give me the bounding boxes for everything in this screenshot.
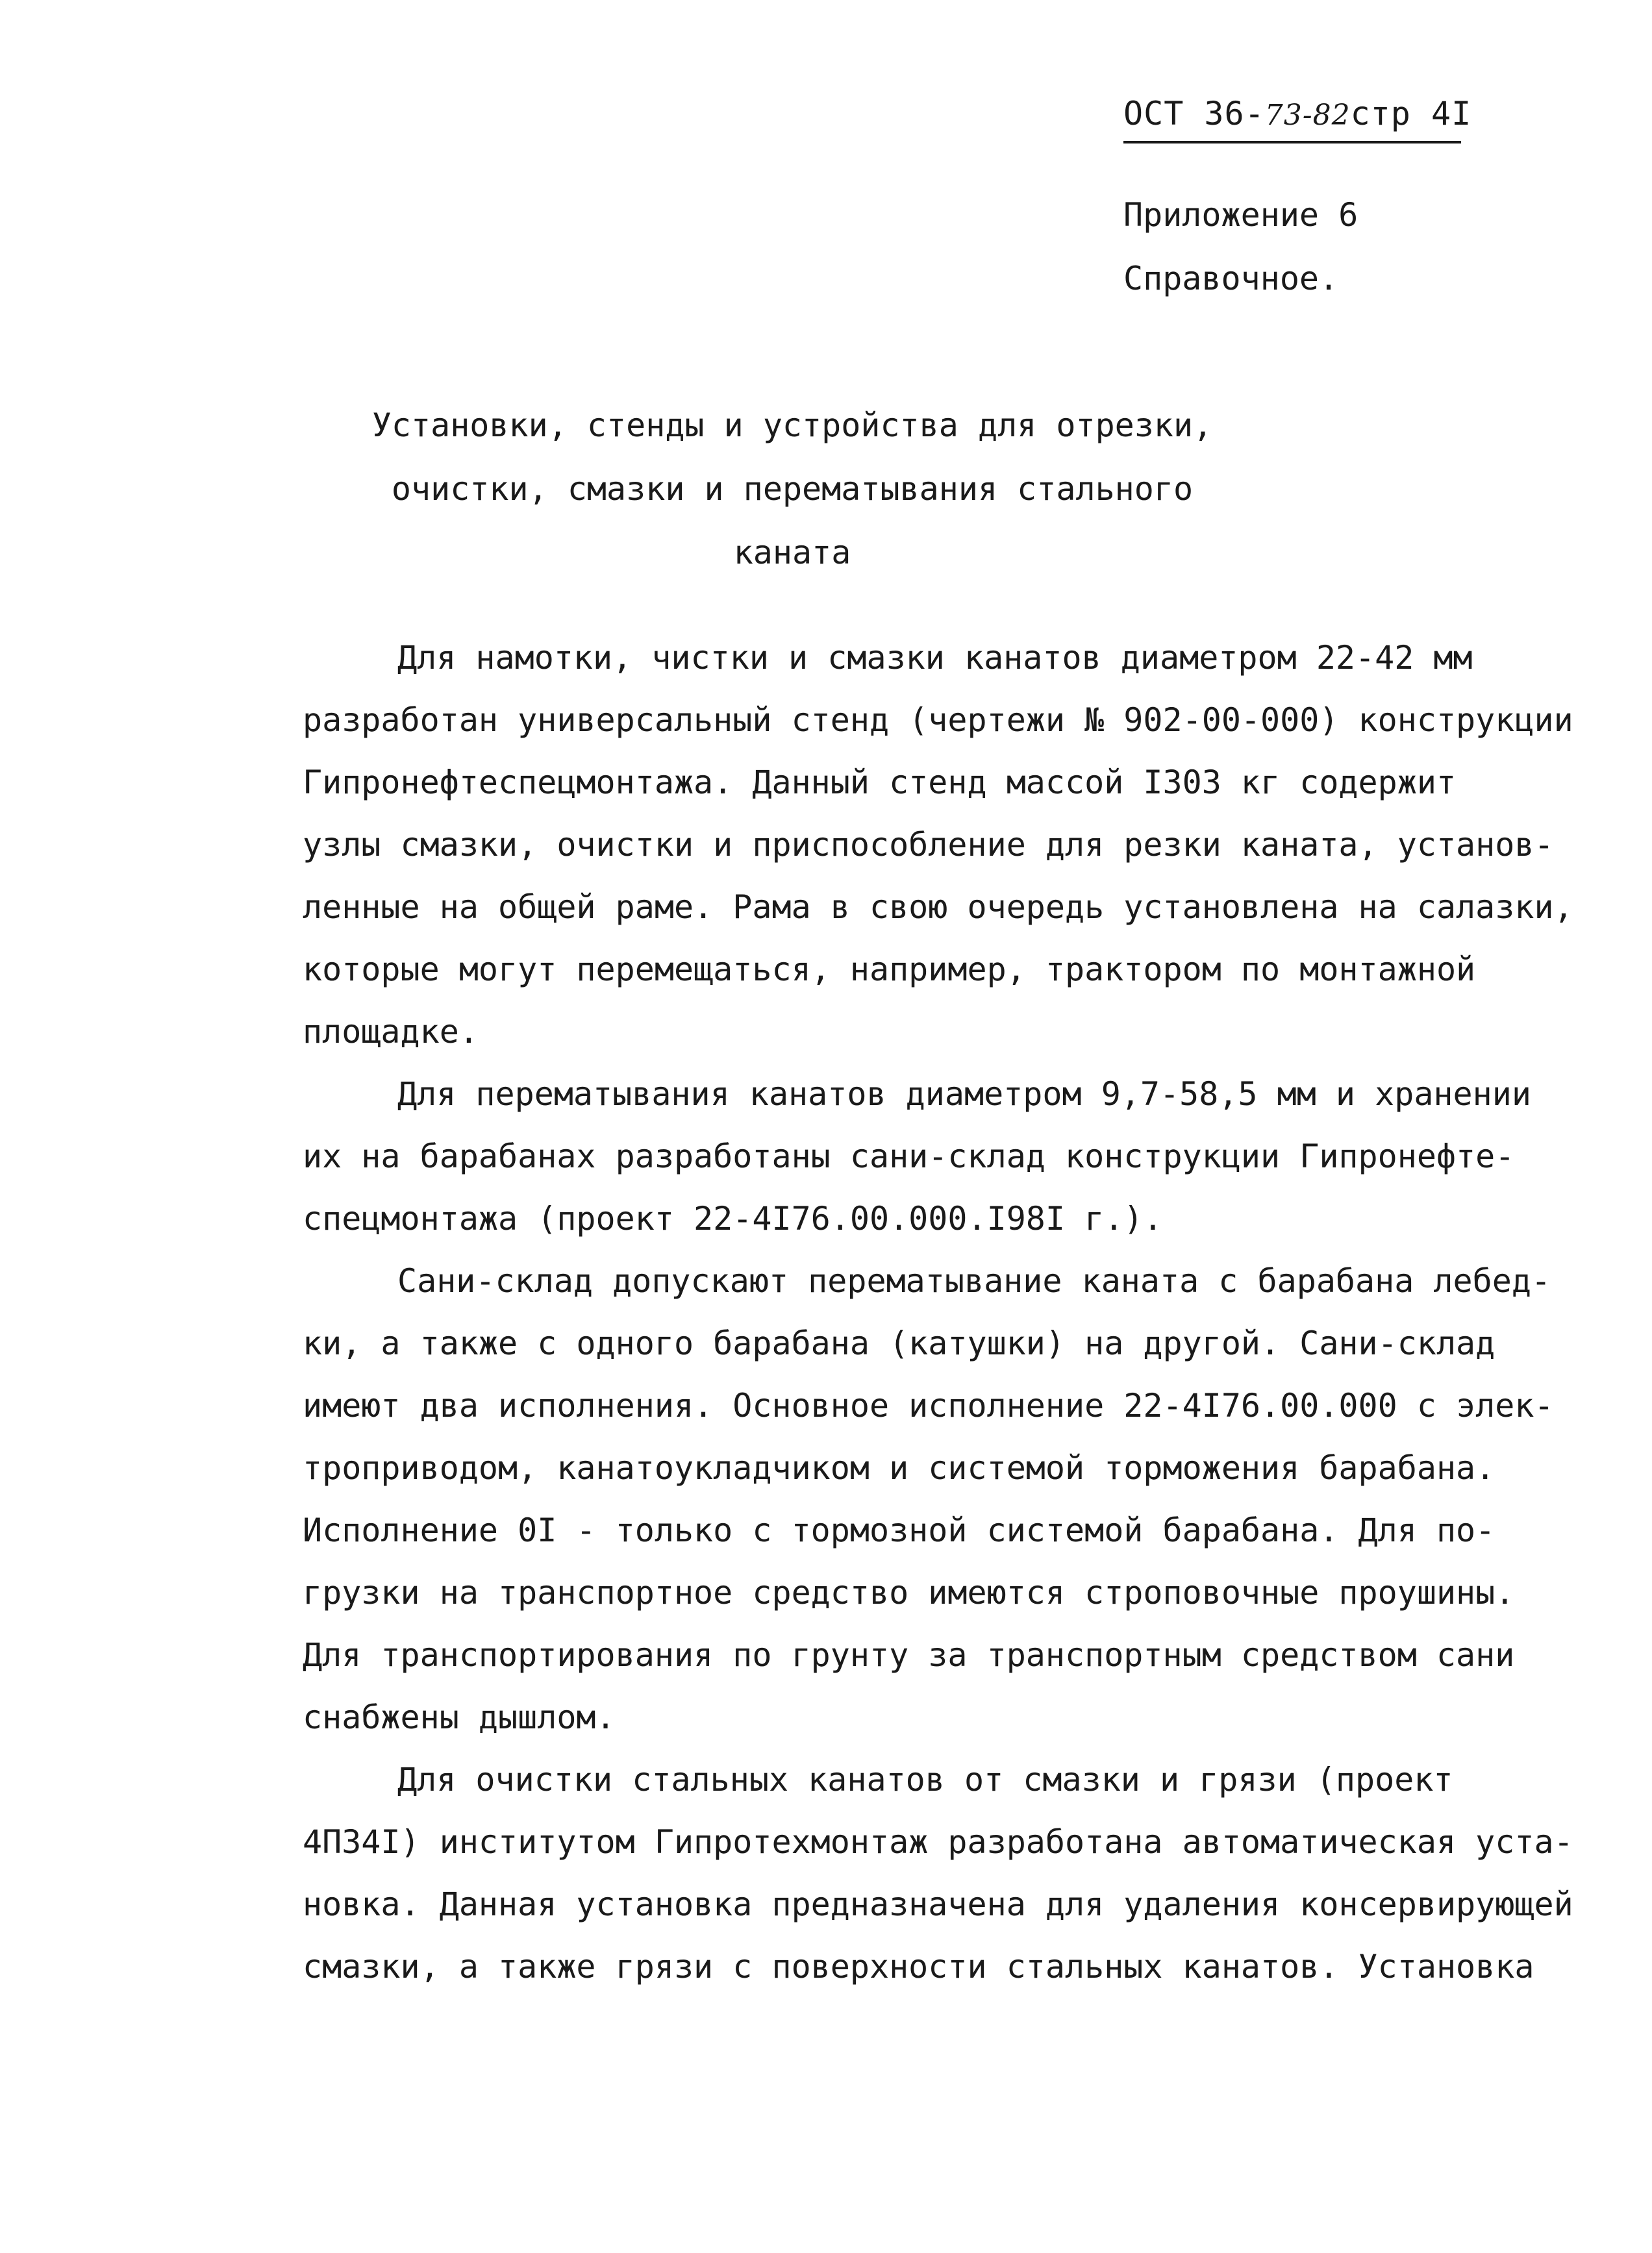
paragraph-sled-storage xyxy=(303,1250,1556,1749)
standard-number: ОСТ 36- xyxy=(1123,95,1265,132)
title-line: Установки, стенды и устройства для отрезки, xyxy=(371,406,1213,444)
handwritten-year: 73-82 xyxy=(1264,99,1351,132)
document-reference xyxy=(1123,91,1472,143)
section-title xyxy=(286,393,1299,584)
text-line: узлы смазки, очистки и приспособление для резки каната, установ- xyxy=(303,826,1554,864)
text-line: снабжены дышлом. xyxy=(303,1699,616,1736)
document-body xyxy=(303,627,1573,1998)
appendix-block xyxy=(1123,183,1358,310)
text-line: разработан универсальный стенд (чертежи № 902-00-000) конструкции xyxy=(303,701,1573,739)
text-line: троприводом, канатоукладчиком и системой торможения барабана. xyxy=(303,1449,1496,1487)
appendix-label: Приложение 6 xyxy=(1123,196,1358,234)
text-line: Для транспортирования по грунту за транспортным средством сани xyxy=(303,1636,1515,1674)
text-line: имеют два исполнения. Основное исполнение 22-4I76.00.000 с элек- xyxy=(303,1387,1554,1425)
text-line: площадке. xyxy=(303,1013,479,1051)
text-line: грузки на транспортное средство имеются строповочные проушины. xyxy=(303,1574,1515,1612)
page-number: стр 4I xyxy=(1350,95,1472,132)
text-line: смазки, а также грязи с поверхности стальных канатов. Установка xyxy=(303,1948,1534,1985)
text-line: ленные на общей раме. Рама в свою очередь установлена на салазки, xyxy=(303,888,1573,926)
text-line: 4П34I) институтом Гипротехмонтаж разработана автоматическая уста- xyxy=(303,1823,1573,1861)
paragraph-rewinding xyxy=(303,1063,1556,1250)
paragraph-cleaning xyxy=(303,1749,1573,1998)
paragraph-stand xyxy=(303,627,1573,1063)
appendix-type: Справочное. xyxy=(1123,260,1339,297)
title-line: каната xyxy=(733,534,851,571)
text-line: Для перематывания канатов диаметром 9,7-58,5 мм и хранении xyxy=(397,1075,1531,1113)
text-line: новка. Данная установка предназначена для удаления консервирующей xyxy=(303,1886,1573,1923)
text-line: Для очистки стальных канатов от смазки и грязи (проект xyxy=(397,1761,1453,1799)
text-line: спецмонтажа (проект 22-4I76.00.000.I98I г.). xyxy=(303,1200,1163,1238)
text-line: Исполнение 0I - только с тормозной системой барабана. Для по- xyxy=(303,1512,1496,1549)
title-line: очистки, смазки и перематывания стального xyxy=(391,470,1194,508)
text-line: Сани-склад допускают перематывание каната с барабана лебед- xyxy=(397,1262,1551,1300)
text-line: Гипронефтеспецмонтажа. Данный стенд массой I303 кг содержит xyxy=(303,764,1457,801)
text-line: Для намотки, чистки и смазки канатов диаметром 22-42 мм xyxy=(397,639,1473,677)
text-line: ки, а также с одного барабана (катушки) на другой. Сани-склад xyxy=(303,1325,1496,1362)
text-line: которые могут перемещаться, например, трактором по монтажной xyxy=(303,951,1476,988)
text-line: их на барабанах разработаны сани-склад конструкции Гипронефте- xyxy=(303,1138,1515,1175)
